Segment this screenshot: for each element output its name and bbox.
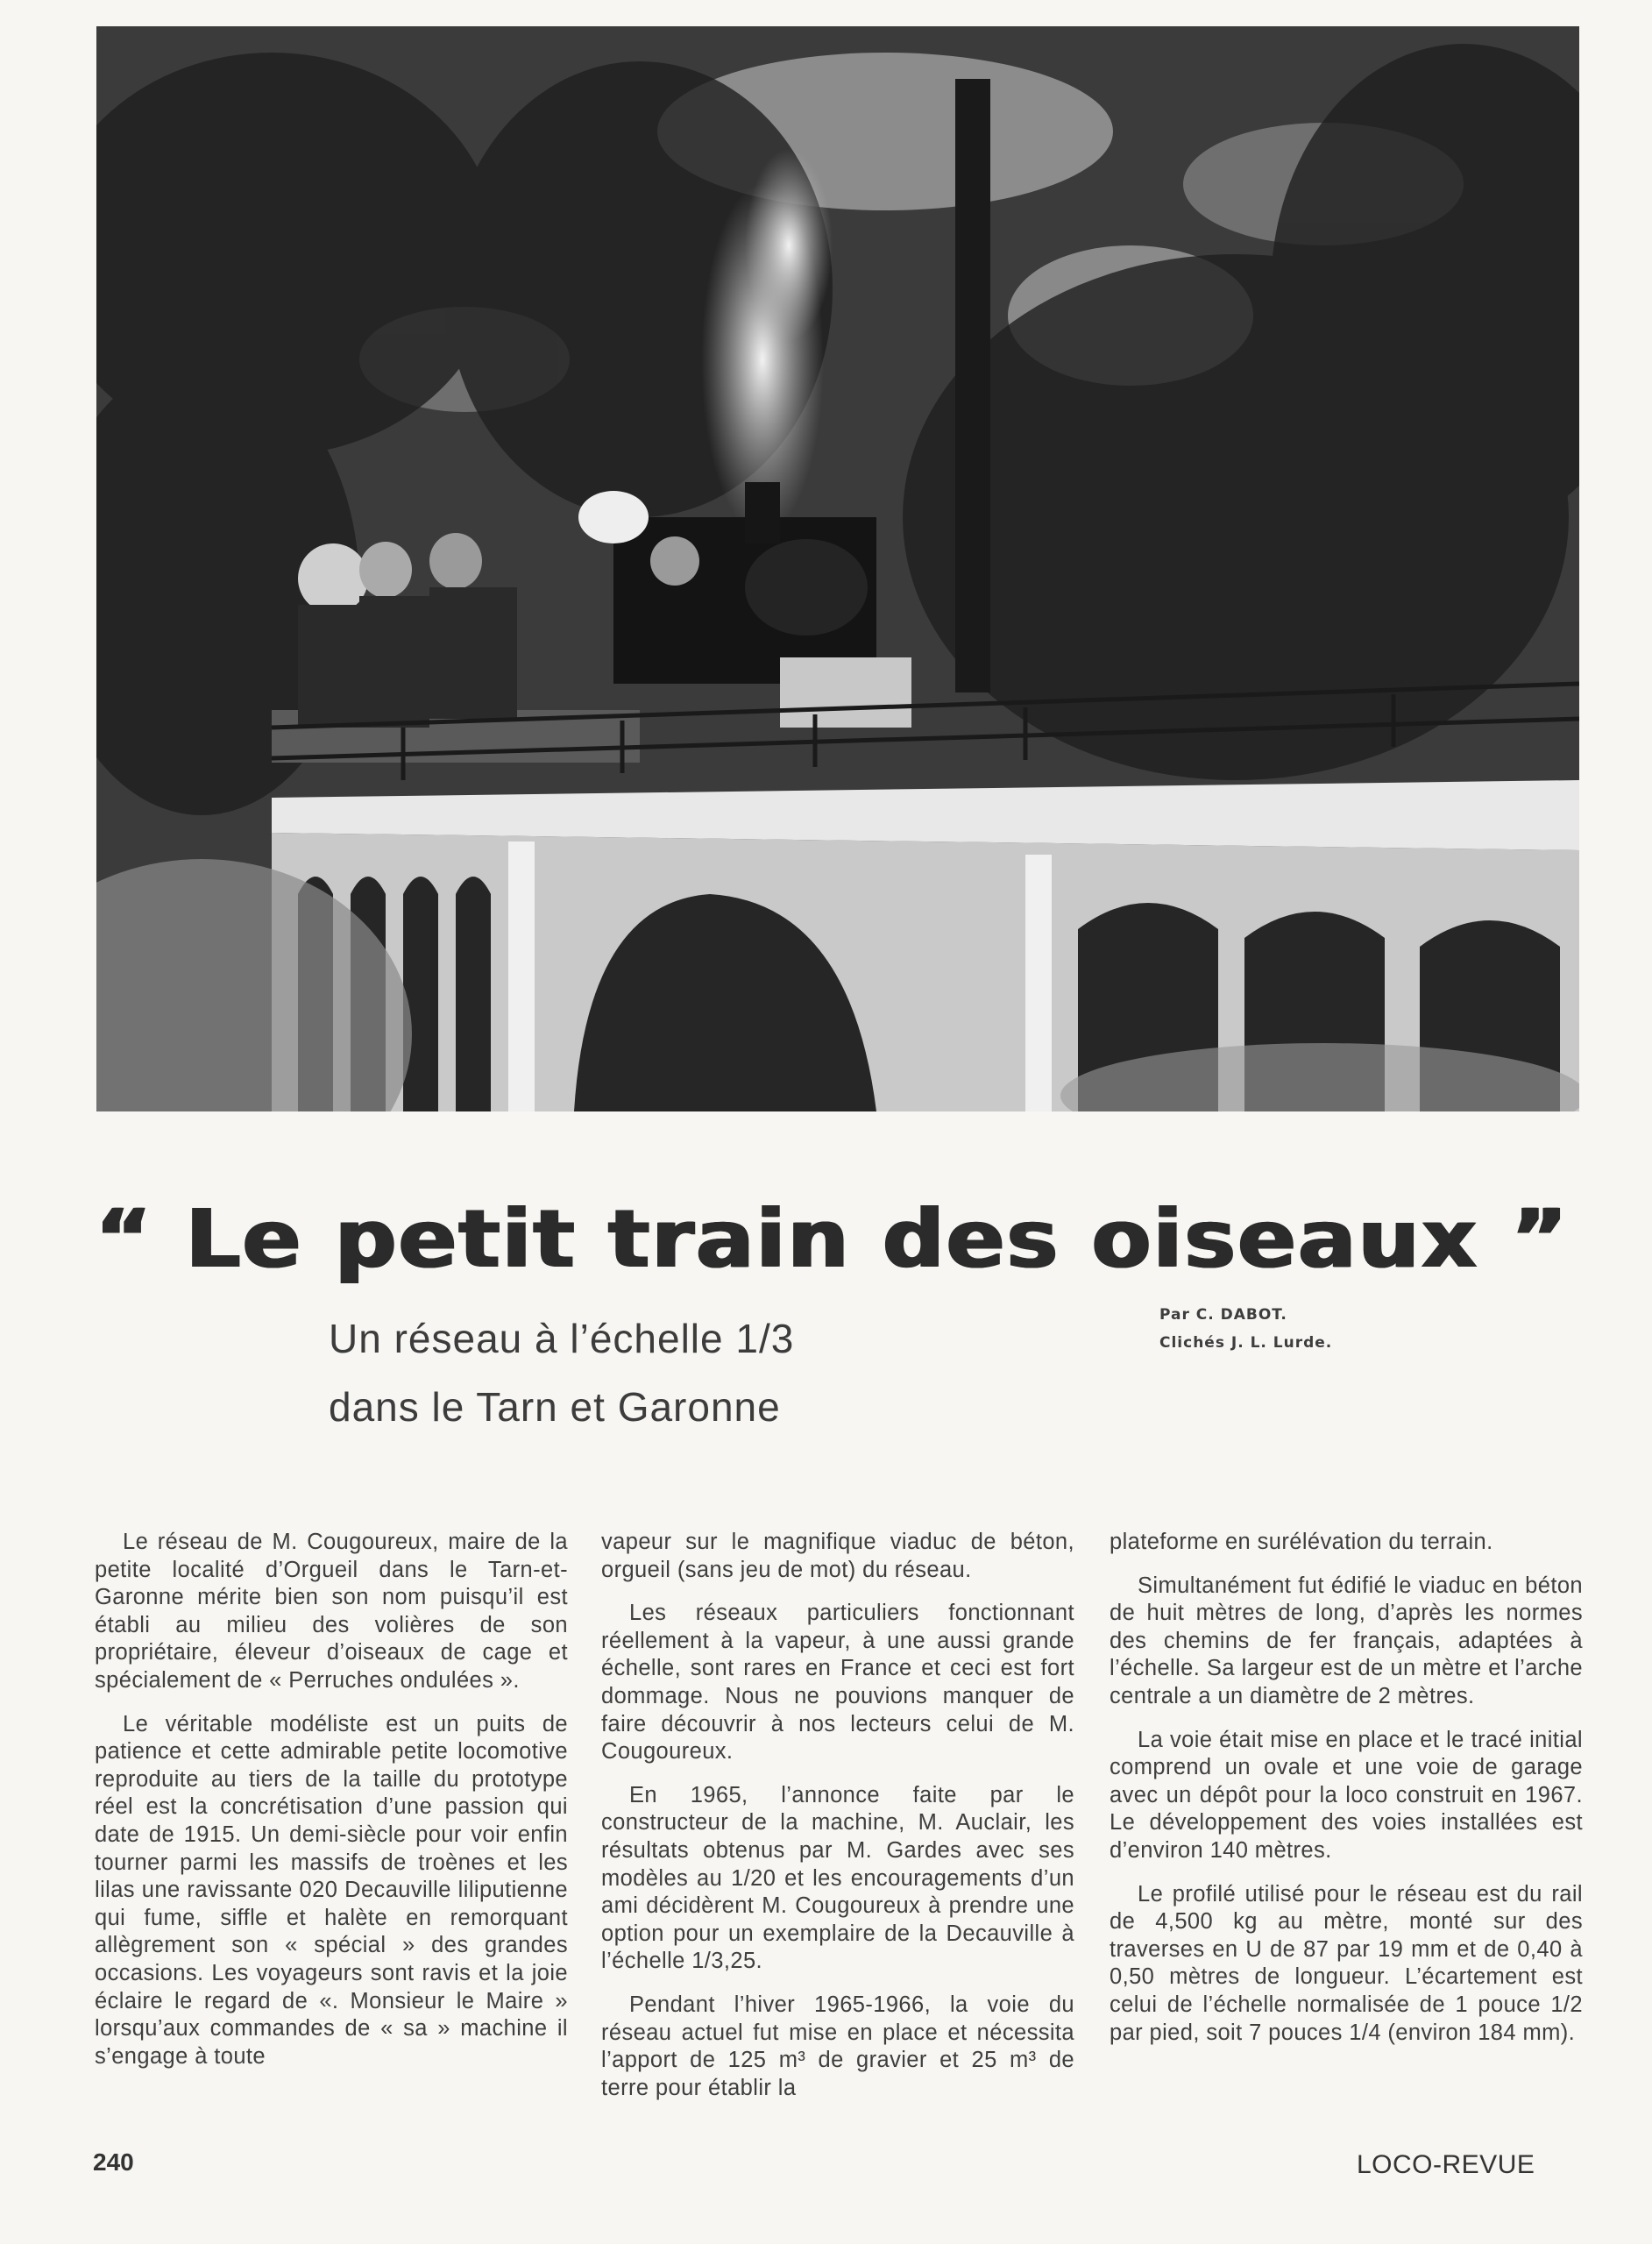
byline: Par C. DABOT. (1159, 1306, 1287, 1324)
text-column-3 (1110, 1529, 1583, 2063)
paragraph: Pendant l’hiver 1965-1966, la voie du réseau actuel fut mise en place et nécessita l’apport de 125 m³ de gravier et 25 m³ de terre pour établir la (601, 1992, 1074, 2100)
paragraph: Le réseau de M. Cougoureux, maire de la petite localité d’Orgueil dans le Tarn-et-Garonne mérite bien son nom puisqu’il est établi au milieu des volières de son propriétaire, éleveur d’oiseaux de cage et spécialement de « Perruches ondulées ». (95, 1530, 568, 1693)
subtitle-line-1: Un réseau à l’échelle 1/3 (329, 1316, 795, 1361)
page-number: 240 (93, 2148, 134, 2176)
journal-name: LOCO-REVUE (1357, 2150, 1535, 2179)
paragraph: Les réseaux particuliers fonctionnant réellement à la vapeur, à une aussi grande échelle, sont rares en France et ceci est fort dommage. Nous ne pouvions manquer de faire découvrir à nos lecteurs celui de M. Cougoureux. (601, 1601, 1074, 1765)
text-column-1 (95, 1529, 568, 2086)
paragraph: Le véritable modéliste est un puits de patience et cette admirable petite locomotive reproduite au tiers de la taille du prototype réel est la concrétisation d’une passion qui date de 1915. Un demi-siècle pour voir enfin tourner parmi les massifs de troènes et les lilas une ravissante 020 Decauville liliputienne qui fume, siffle et halète en remorquant allègrement son « spécial » des grandes occasions. Les voyageurs sont ravis et la joie éclaire le regard de «. Monsieur le Maire » lorsqu’aux commandes de « sa » machine il s’engage à toute (95, 1711, 568, 2069)
paragraph: vapeur sur le magnifique viaduc de béton, orgueil (sans jeu de mot) du réseau. (601, 1530, 1074, 1582)
article-title: “ Le petit train des oiseaux ” (95, 1192, 1570, 1286)
text-column-2 (601, 1529, 1074, 2118)
photo-credit: Clichés J. L. Lurde. (1159, 1334, 1333, 1352)
photograph-icon (96, 26, 1579, 1111)
article-credits (1159, 1301, 1332, 1357)
paragraph: En 1965, l’annonce faite par le constructeur de la machine, M. Auclair, les résultats obtenus par M. Gardes avec ses modèles au 1/20 et les encouragements d’un ami décidèrent M. Cougoureux à prendre une option pour un exemplaire de la Decauville à l’échelle 1/3,25. (601, 1782, 1074, 1974)
paragraph: Simultanément fut édifié le viaduc en béton de huit mètres de long, d’après les normes des chemins de fer français, adaptées à l’échelle. Sa largeur est de un mètre et l’arche centrale a un diamètre de 2 mètres. (1110, 1573, 1583, 1708)
subtitle-line-2: dans le Tarn et Garonne (329, 1384, 781, 1430)
paragraph: plateforme en surélévation du terrain. (1110, 1530, 1493, 1554)
paragraph: La voie était mise en place et le tracé initial comprend un ovale et une voie de garage avec un dépôt pour la loco construit en 1967. Le développement des voies installées est d’environ 140 mètres. (1110, 1727, 1583, 1863)
article-photo (96, 26, 1579, 1111)
paragraph: Le profilé utilisé pour le réseau est du rail de 4,500 kg au mètre, monté sur des traverses en U de 87 par 19 mm et de 0,40 à 0,50 mètres de longueur. L’écartement est celui de l’échelle normalisée de 1 pouce 1/2 par pied, soit 7 pouces 1/4 (environ 184 mm). (1110, 1881, 1583, 2045)
article-subtitle (329, 1304, 794, 1441)
